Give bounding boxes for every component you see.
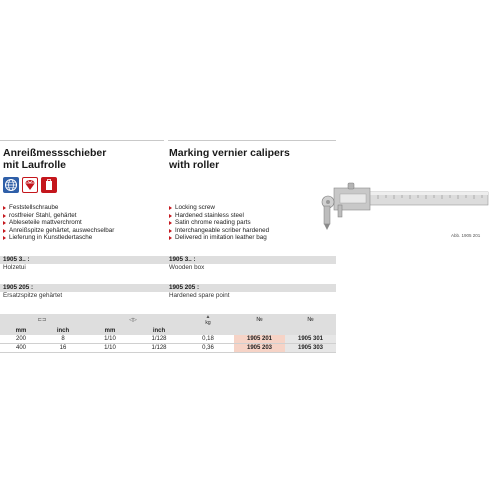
title-de-line1: Anreißmessschieber — [3, 147, 107, 159]
diamond-icon — [22, 177, 38, 193]
feature-icons — [3, 177, 57, 193]
cell-article1: 1905 201 — [234, 335, 285, 344]
section2-code-de: 1905 205 : — [3, 284, 34, 291]
cell-res-mm: 1/10 — [84, 344, 136, 353]
divider-left — [0, 140, 164, 141]
caliper-image — [318, 182, 490, 232]
bullet-de-1: Feststellschraube — [3, 204, 114, 212]
bullet-en-4: Interchangeable scriber hardened — [169, 227, 269, 235]
section1-code-de: 1905 3.. : — [3, 256, 30, 263]
title-en — [169, 147, 290, 171]
cell-inch: 16 — [42, 344, 84, 353]
section2-text-de: Ersatzspitze gehärtet — [3, 292, 63, 299]
subheader-empty — [285, 326, 336, 335]
globe-icon — [3, 177, 19, 193]
length-header — [0, 314, 84, 326]
subheader-inch: inch — [42, 326, 84, 335]
section1-code-en: 1905 3.. : — [169, 256, 196, 263]
subheader-inch2: inch — [136, 326, 182, 335]
bullet-de-5: Lieferung in Kunstledertasche — [3, 234, 114, 242]
section1-band — [0, 256, 336, 264]
section2-code-en: 1905 205 : — [169, 284, 200, 291]
divider-right — [168, 140, 336, 141]
bullet-en-2: Hardened stainless steel — [169, 212, 269, 220]
cell-kg: 0,18 — [182, 335, 234, 344]
bullet-en-3: Satin chrome reading parts — [169, 219, 269, 227]
cell-res-inch: 1/128 — [136, 335, 182, 344]
weight-header — [182, 314, 234, 326]
cell-article2: 1905 303 — [285, 344, 336, 353]
bullet-en-5: Delivered in imitation leather bag — [169, 234, 269, 242]
weight-icon: ▲ — [205, 314, 211, 320]
resolution-header — [84, 314, 182, 326]
section1-text-de: Holzetui — [3, 264, 26, 271]
bullet-de-3: Ableseteile mattverchromt — [3, 219, 114, 227]
bullets-de — [3, 204, 114, 242]
cell-mm: 200 — [0, 335, 42, 344]
bullets-en — [169, 204, 269, 242]
resolution-icon: ◁▷ — [129, 317, 137, 323]
cell-kg: 0,36 — [182, 344, 234, 353]
cell-res-inch: 1/128 — [136, 344, 182, 353]
cell-article1: 1905 203 — [234, 344, 285, 353]
weight-label: kg — [205, 320, 211, 326]
table-subheader-row — [0, 326, 336, 335]
title-de — [3, 147, 106, 171]
bag-icon — [41, 177, 57, 193]
subheader-mm: mm — [0, 326, 42, 335]
title-en-line2: with roller — [169, 159, 220, 171]
subheader-empty — [234, 326, 285, 335]
article-no2-header: № — [285, 314, 336, 326]
spec-table — [0, 314, 336, 353]
subheader-mm2: mm — [84, 326, 136, 335]
section1-text-en: Wooden box — [169, 264, 205, 271]
cell-mm: 400 — [0, 344, 42, 353]
title-de-line2: mit Laufrolle — [3, 159, 67, 171]
cell-res-mm: 1/10 — [84, 335, 136, 344]
table-row — [0, 335, 336, 344]
table-row — [0, 344, 336, 353]
bullet-de-2: rostfreier Stahl, gehärtet — [3, 212, 114, 220]
length-icon: ⊏⊐ — [37, 317, 47, 323]
image-caption: Abb. 1905 201 — [451, 233, 481, 238]
cell-inch: 8 — [42, 335, 84, 344]
subheader-empty — [182, 326, 234, 335]
cell-article2: 1905 301 — [285, 335, 336, 344]
section2-text-en: Hardened spare point — [169, 292, 230, 299]
section2-band — [0, 284, 336, 292]
article-no1-header: № — [234, 314, 285, 326]
bullet-en-1: Locking screw — [169, 204, 269, 212]
table-header-row — [0, 314, 336, 326]
bullet-de-4: Anreißspitze gehärtet, auswechselbar — [3, 227, 114, 235]
title-en-line1: Marking vernier calipers — [169, 147, 290, 159]
